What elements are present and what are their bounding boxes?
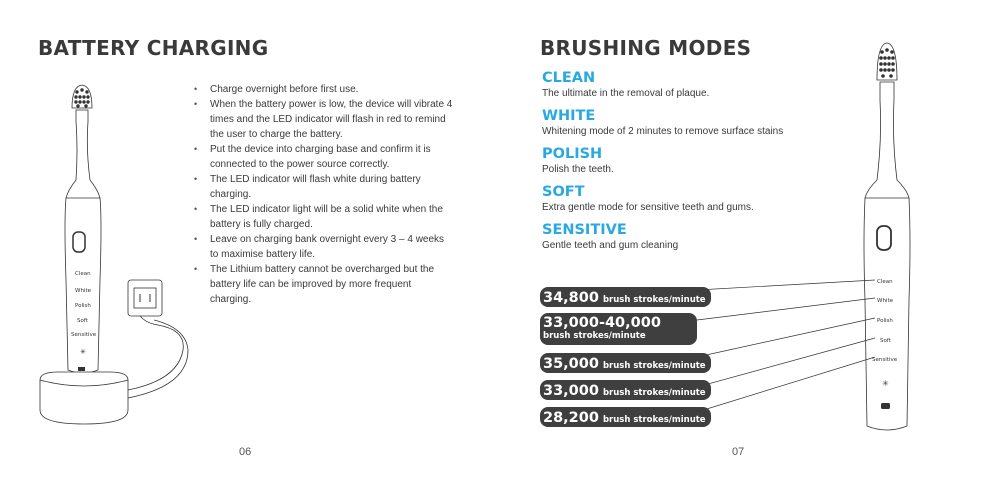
right-page <box>493 0 986 493</box>
toothbrush-label-polish: Polish <box>75 303 91 309</box>
wall-socket-icon <box>128 280 162 316</box>
stroke-rate-polish <box>540 353 711 373</box>
toothbrush-label-soft: Soft <box>880 338 891 344</box>
toothbrush-label-polish: Polish <box>877 318 893 324</box>
mode-description: The ultimate in the removal of plaque. <box>542 88 710 99</box>
stroke-value: 28,200 <box>543 410 599 426</box>
led-indicator-icon <box>881 403 890 409</box>
stroke-rate-sensitive <box>540 407 711 427</box>
page-number: 06 <box>239 446 252 458</box>
stroke-value: 35,000 <box>543 356 599 372</box>
list-item: • The Lithium battery cannot be overcharged but the battery life can be improved by more frequent charging. <box>194 262 454 307</box>
toothbrush-label-white: White <box>75 288 91 294</box>
stroke-unit: brush strokes/minute <box>543 331 646 341</box>
toothbrush-label-sensitive: Sensitive <box>872 357 898 363</box>
mode-name: SOFT <box>542 184 585 200</box>
stroke-value: 33,000-40,000 <box>543 315 661 331</box>
led-indicator-icon <box>78 367 85 371</box>
list-item: • Put the device into charging base and confirm it is connected to the power source correctly. <box>194 142 454 172</box>
toothbrush-label-white: White <box>877 298 893 304</box>
charging-instructions-list <box>194 82 454 307</box>
mode-description: Polish the teeth. <box>542 164 614 175</box>
bluetooth-icon: ✳ <box>80 349 86 356</box>
toothbrush-label-soft: Soft <box>77 318 88 324</box>
mode-name: CLEAN <box>542 70 596 86</box>
list-item: • When the battery power is low, the device will vibrate 4 times and the LED indicator will flash in red to remind the user to charge the battery. <box>194 97 454 142</box>
toothbrush-charging-illustration <box>28 80 188 480</box>
stroke-rate-clean <box>540 287 711 307</box>
list-item: • The LED indicator light will be a solid white when the battery is fully charged. <box>194 202 454 232</box>
stroke-value: 34,800 <box>543 290 599 306</box>
mode-name: POLISH <box>542 146 603 162</box>
mode-name: WHITE <box>542 108 596 124</box>
stroke-rate-soft <box>540 380 711 400</box>
toothbrush-label-clean: Clean <box>877 279 893 285</box>
stroke-unit: brush strokes/minute <box>602 361 706 371</box>
mode-description: Whitening mode of 2 minutes to remove surface stains <box>542 126 784 137</box>
toothbrush-illustration <box>855 40 935 440</box>
toothbrush-label-sensitive: Sensitive <box>71 332 97 338</box>
toothbrush-label-clean: Clean <box>75 271 91 277</box>
charging-base-icon <box>40 372 128 424</box>
list-item: • Leave on charging bank overnight every 3 – 4 weeks to maximise battery life. <box>194 232 454 262</box>
bristles-icon <box>72 85 92 108</box>
power-button-icon <box>877 226 891 250</box>
bristles-icon <box>877 43 897 80</box>
mode-name: SENSITIVE <box>542 222 627 238</box>
page-number: 07 <box>732 446 745 458</box>
power-button-icon <box>73 232 85 252</box>
stroke-unit: brush strokes/minute <box>602 388 706 398</box>
stroke-value: 33,000 <box>543 383 599 399</box>
stroke-unit: brush strokes/minute <box>602 415 706 425</box>
mode-description: Gentle teeth and gum cleaning <box>542 240 679 251</box>
stroke-rate-white <box>540 313 697 345</box>
list-item: • The LED indicator will flash white during battery charging. <box>194 172 454 202</box>
bluetooth-icon: ✳ <box>882 379 889 388</box>
list-item: • Charge overnight before first use. <box>194 82 454 97</box>
stroke-unit: brush strokes/minute <box>602 295 706 305</box>
mode-description: Extra gentle mode for sensitive teeth and gums. <box>542 202 754 213</box>
page-heading: BATTERY CHARGING <box>38 36 269 60</box>
page-heading: BRUSHING MODES <box>540 36 752 60</box>
